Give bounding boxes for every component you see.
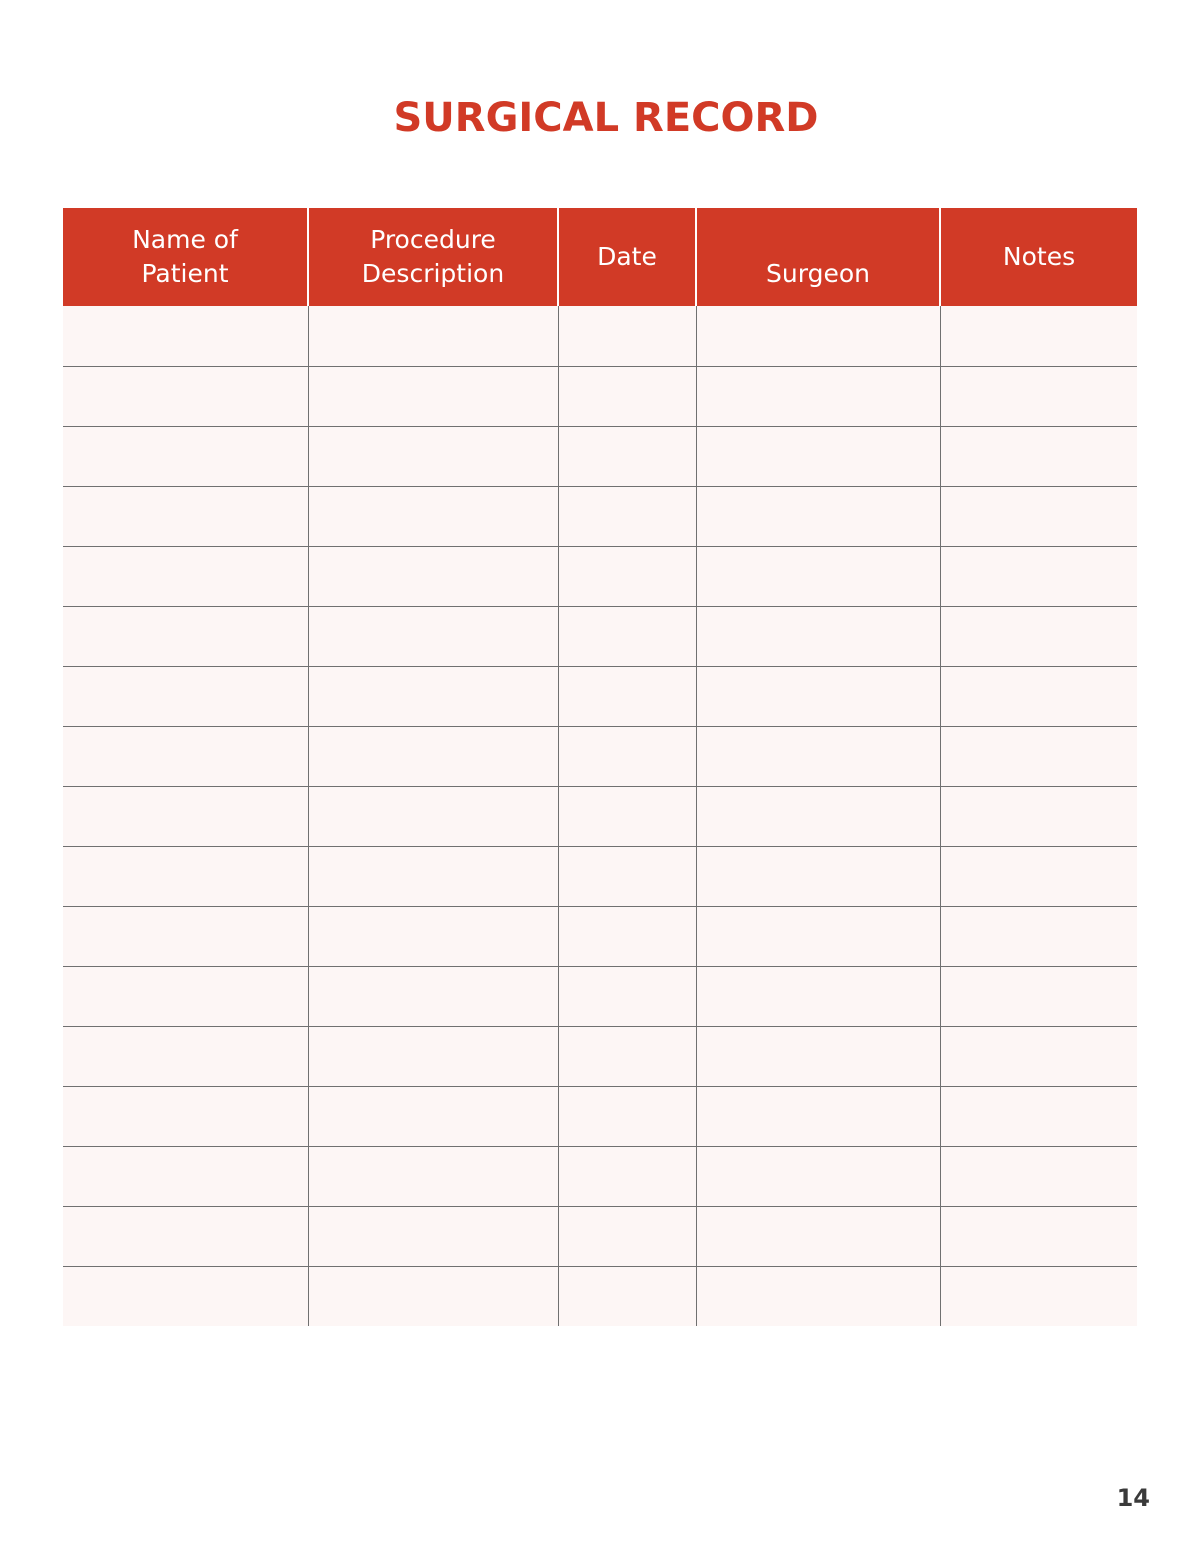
cell-patient[interactable]	[63, 1086, 308, 1146]
table-row	[63, 786, 1137, 846]
cell-patient[interactable]	[63, 306, 308, 366]
cell-date[interactable]	[558, 1026, 696, 1086]
table-row	[63, 426, 1137, 486]
table-row	[63, 1266, 1137, 1326]
cell-surgeon[interactable]	[696, 906, 940, 966]
cell-date[interactable]	[558, 1206, 696, 1266]
cell-procedure[interactable]	[308, 306, 558, 366]
cell-procedure[interactable]	[308, 1086, 558, 1146]
header-procedure-description	[308, 208, 558, 306]
cell-surgeon[interactable]	[696, 1086, 940, 1146]
table-row	[63, 726, 1137, 786]
table-row	[63, 366, 1137, 426]
cell-procedure[interactable]	[308, 726, 558, 786]
cell-procedure[interactable]	[308, 366, 558, 426]
table-row	[63, 1026, 1137, 1086]
cell-procedure[interactable]	[308, 606, 558, 666]
cell-date[interactable]	[558, 426, 696, 486]
cell-surgeon[interactable]	[696, 546, 940, 606]
cell-patient[interactable]	[63, 546, 308, 606]
cell-procedure[interactable]	[308, 486, 558, 546]
cell-date[interactable]	[558, 1146, 696, 1206]
header-procedure-line1: Procedure	[370, 225, 496, 254]
cell-date[interactable]	[558, 606, 696, 666]
cell-notes[interactable]	[940, 1146, 1137, 1206]
cell-date[interactable]	[558, 1266, 696, 1326]
table-row	[63, 1206, 1137, 1266]
cell-notes[interactable]	[940, 366, 1137, 426]
page-title: SURGICAL RECORD	[393, 95, 819, 141]
cell-notes[interactable]	[940, 486, 1137, 546]
header-patient-name-line2: Patient	[141, 259, 229, 288]
cell-procedure[interactable]	[308, 666, 558, 726]
cell-surgeon[interactable]	[696, 786, 940, 846]
header-row	[63, 208, 1137, 306]
cell-date[interactable]	[558, 726, 696, 786]
table-row	[63, 1146, 1137, 1206]
cell-date[interactable]	[558, 1086, 696, 1146]
page-number: 14	[1116, 1484, 1150, 1512]
cell-patient[interactable]	[63, 666, 308, 726]
cell-surgeon[interactable]	[696, 426, 940, 486]
cell-patient[interactable]	[63, 846, 308, 906]
table-row	[63, 846, 1137, 906]
header-surgeon-label: Surgeon	[766, 259, 870, 288]
cell-procedure[interactable]	[308, 426, 558, 486]
cell-procedure[interactable]	[308, 906, 558, 966]
cell-notes[interactable]	[940, 1206, 1137, 1266]
cell-procedure[interactable]	[308, 1266, 558, 1326]
cell-surgeon[interactable]	[696, 1146, 940, 1206]
cell-patient[interactable]	[63, 426, 308, 486]
cell-patient[interactable]	[63, 606, 308, 666]
cell-surgeon[interactable]	[696, 666, 940, 726]
header-date-label: Date	[597, 242, 657, 271]
cell-date[interactable]	[558, 786, 696, 846]
cell-notes[interactable]	[940, 846, 1137, 906]
cell-surgeon[interactable]	[696, 1026, 940, 1086]
cell-date[interactable]	[558, 906, 696, 966]
header-surgeon	[696, 208, 940, 306]
table-row	[63, 906, 1137, 966]
cell-surgeon[interactable]	[696, 366, 940, 426]
cell-patient[interactable]	[63, 1206, 308, 1266]
cell-surgeon[interactable]	[696, 726, 940, 786]
cell-surgeon[interactable]	[696, 1206, 940, 1266]
table-body	[63, 306, 1137, 1326]
cell-date[interactable]	[558, 546, 696, 606]
cell-notes[interactable]	[940, 426, 1137, 486]
cell-procedure[interactable]	[308, 1206, 558, 1266]
cell-date[interactable]	[558, 486, 696, 546]
cell-procedure[interactable]	[308, 1146, 558, 1206]
cell-notes[interactable]	[940, 666, 1137, 726]
cell-notes[interactable]	[940, 546, 1137, 606]
cell-notes[interactable]	[940, 306, 1137, 366]
cell-patient[interactable]	[63, 1026, 308, 1086]
cell-surgeon[interactable]	[696, 1266, 940, 1326]
cell-patient[interactable]	[63, 486, 308, 546]
cell-surgeon[interactable]	[696, 306, 940, 366]
cell-date[interactable]	[558, 966, 696, 1026]
cell-date[interactable]	[558, 306, 696, 366]
table-row	[63, 306, 1137, 366]
cell-patient[interactable]	[63, 726, 308, 786]
cell-patient[interactable]	[63, 966, 308, 1026]
cell-patient[interactable]	[63, 1146, 308, 1206]
cell-date[interactable]	[558, 846, 696, 906]
cell-procedure[interactable]	[308, 786, 558, 846]
table-row	[63, 606, 1137, 666]
header-date	[558, 208, 696, 306]
cell-procedure[interactable]	[308, 546, 558, 606]
cell-procedure[interactable]	[308, 1026, 558, 1086]
cell-surgeon[interactable]	[696, 966, 940, 1026]
cell-patient[interactable]	[63, 366, 308, 426]
cell-notes[interactable]	[940, 606, 1137, 666]
table-header	[63, 208, 1137, 306]
cell-patient[interactable]	[63, 906, 308, 966]
header-notes	[940, 208, 1137, 306]
cell-patient[interactable]	[63, 786, 308, 846]
cell-notes[interactable]	[940, 1086, 1137, 1146]
cell-surgeon[interactable]	[696, 606, 940, 666]
table-row	[63, 666, 1137, 726]
header-patient-name	[63, 208, 308, 306]
table-row	[63, 546, 1137, 606]
cell-surgeon[interactable]	[696, 846, 940, 906]
cell-notes[interactable]	[940, 726, 1137, 786]
cell-patient[interactable]	[63, 1266, 308, 1326]
table-row	[63, 486, 1137, 546]
cell-surgeon[interactable]	[696, 486, 940, 546]
table-row	[63, 1086, 1137, 1146]
cell-date[interactable]	[558, 366, 696, 426]
cell-procedure[interactable]	[308, 846, 558, 906]
cell-notes[interactable]	[940, 786, 1137, 846]
cell-notes[interactable]	[940, 1266, 1137, 1326]
cell-notes[interactable]	[940, 1026, 1137, 1086]
header-procedure-line2: Description	[361, 259, 505, 288]
table-row	[63, 966, 1137, 1026]
cell-notes[interactable]	[940, 906, 1137, 966]
cell-procedure[interactable]	[308, 966, 558, 1026]
surgical-record-table	[63, 208, 1137, 1326]
cell-date[interactable]	[558, 666, 696, 726]
header-notes-label: Notes	[1002, 242, 1076, 271]
cell-notes[interactable]	[940, 966, 1137, 1026]
header-patient-name-line1: Name of	[132, 225, 238, 254]
